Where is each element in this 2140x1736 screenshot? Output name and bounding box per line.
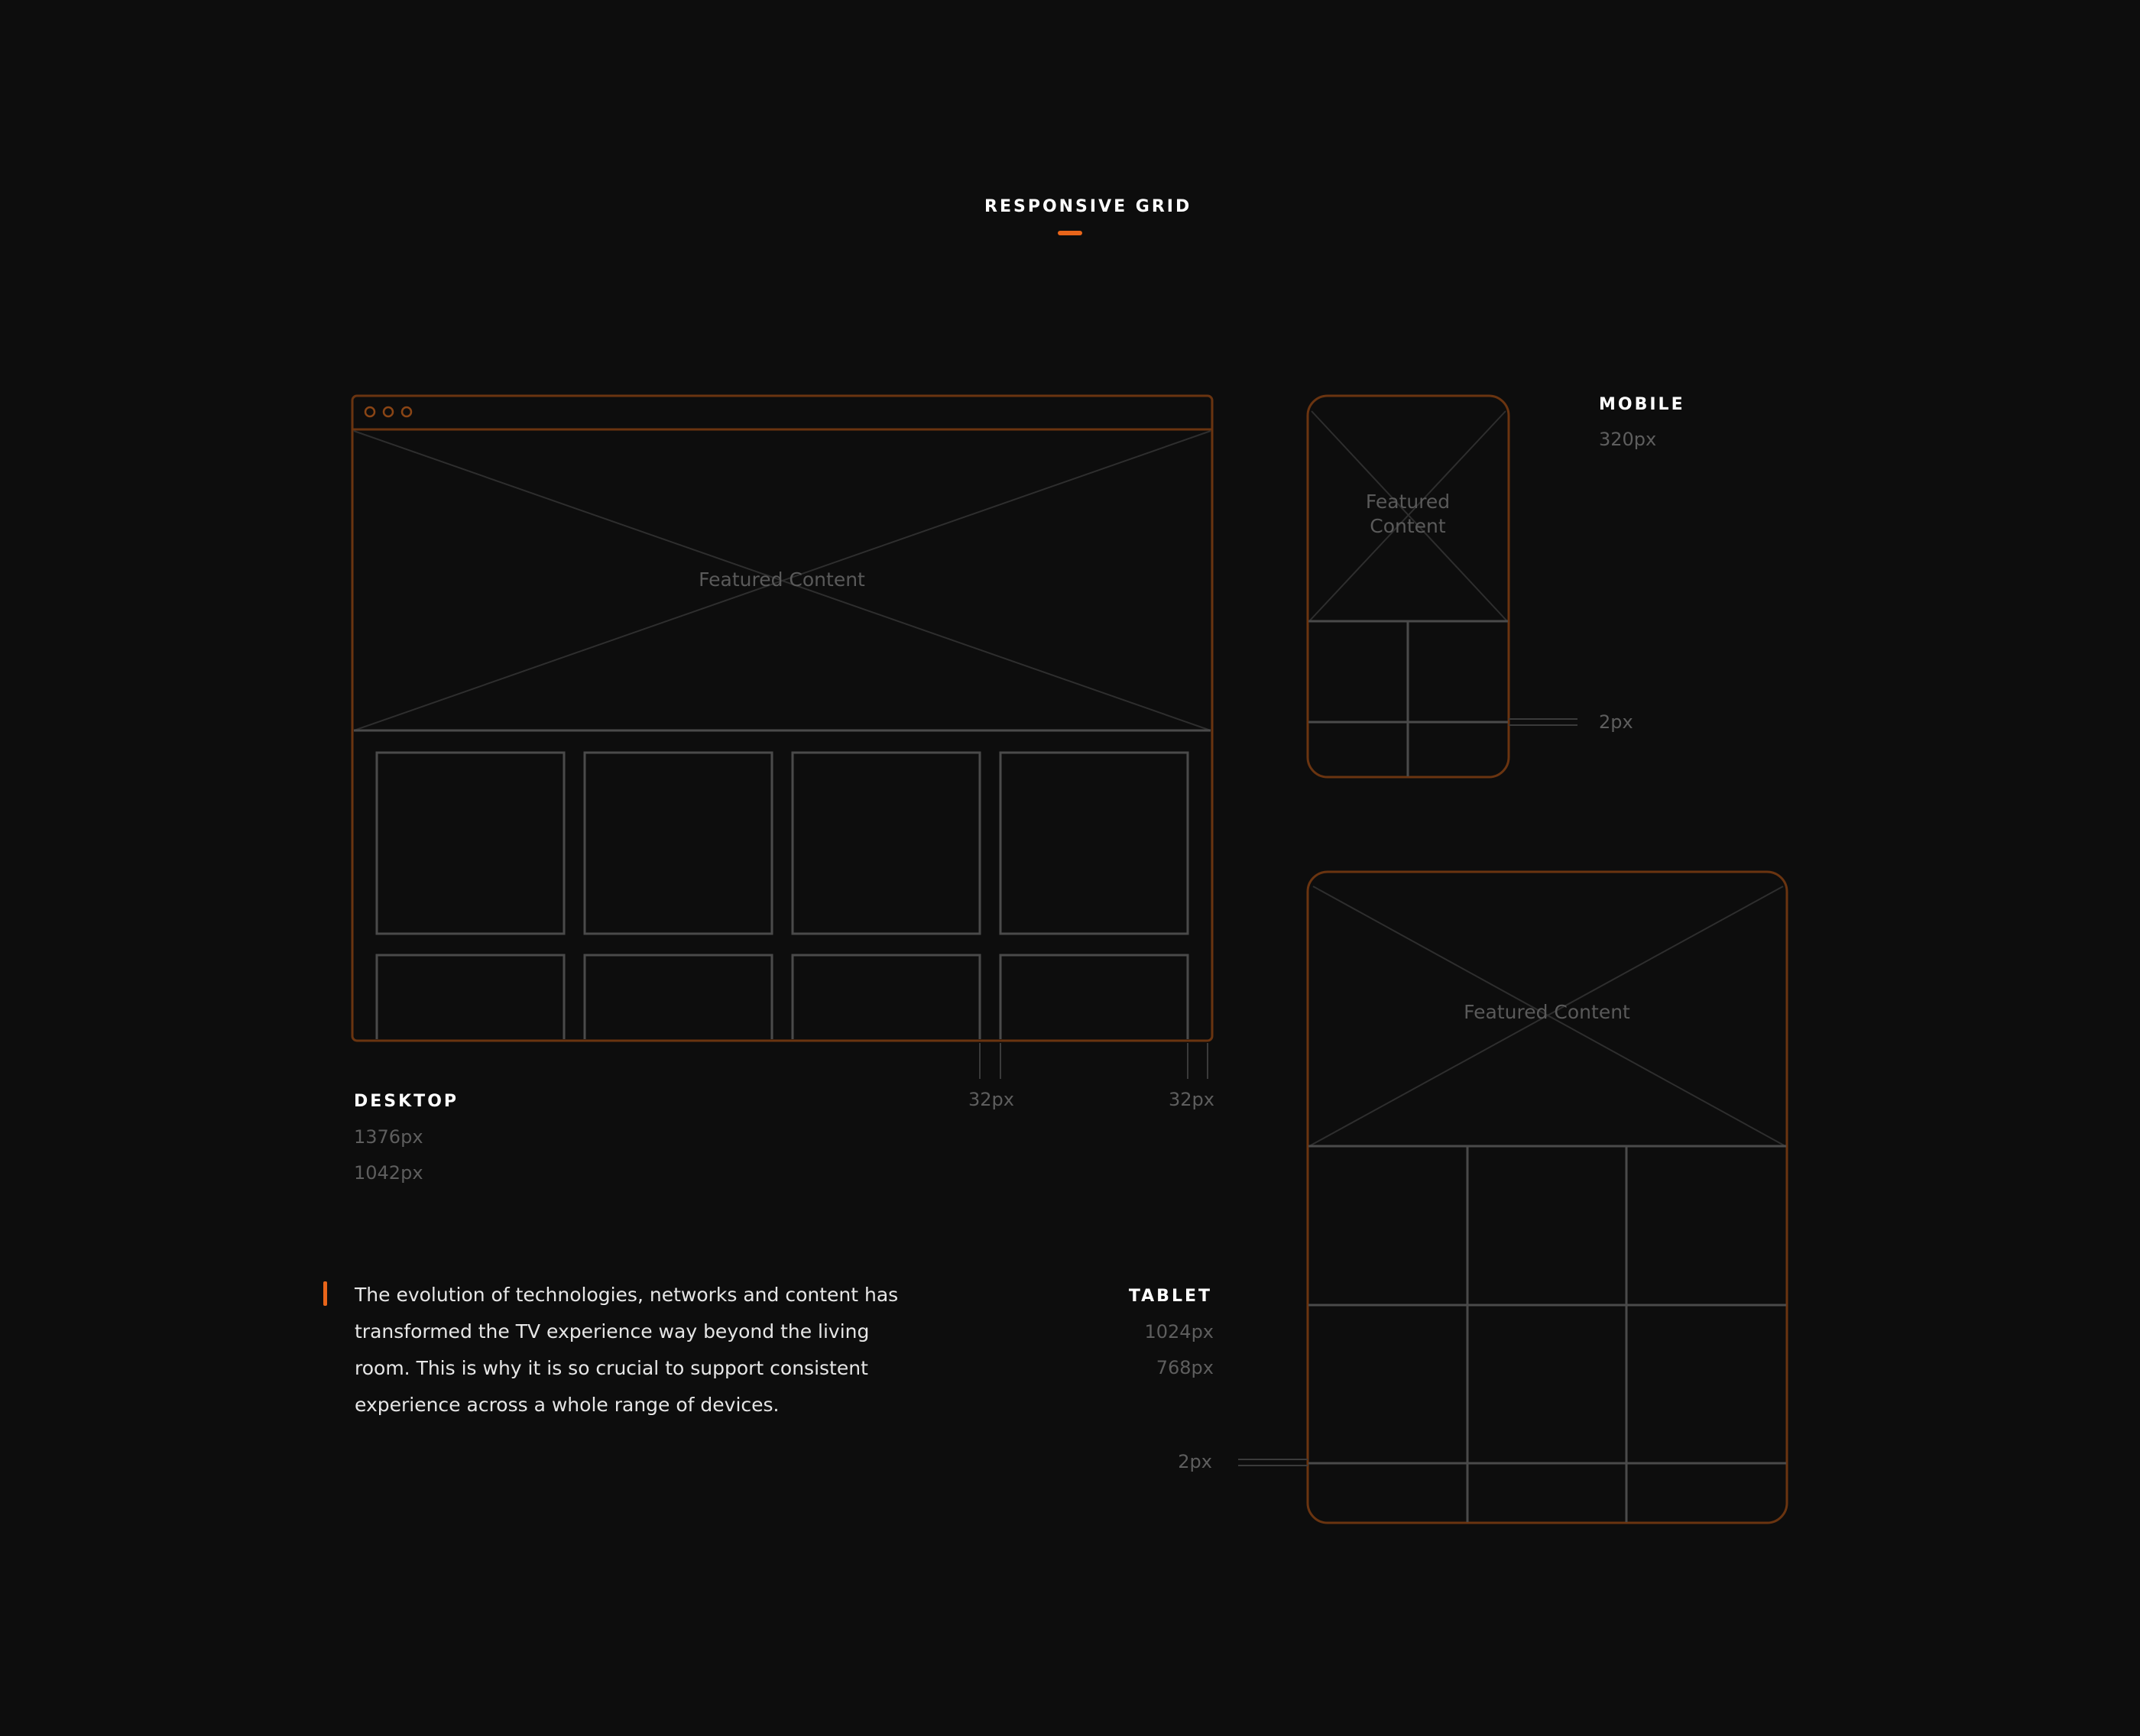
desktop-wireframe xyxy=(352,396,1212,1079)
desktop-tile xyxy=(585,955,772,1039)
tablet-label: TABLET xyxy=(1128,1287,1212,1306)
tablet-frame xyxy=(1308,872,1787,1523)
description-accent-bar xyxy=(323,1281,327,1306)
description-paragraph xyxy=(355,1277,935,1423)
description-line: The evolution of technologies, networks and content has xyxy=(355,1284,899,1306)
tablet-height: 768px xyxy=(1156,1357,1214,1378)
desktop-tile xyxy=(1000,753,1188,934)
description-line: room. This is why it is so crucial to support consistent xyxy=(355,1357,868,1379)
mobile-featured-line: Content xyxy=(1370,515,1446,537)
description-line: experience across a whole range of devices. xyxy=(355,1394,780,1416)
mobile-gap-label: 2px xyxy=(1599,711,1633,733)
tablet-featured-label: Featured Content xyxy=(1464,1001,1630,1023)
tablet-wireframe xyxy=(1238,872,1787,1523)
desktop-height: 1042px xyxy=(354,1162,423,1184)
description-line: transformed the TV experience way beyond the living xyxy=(355,1320,870,1342)
mobile-width: 320px xyxy=(1599,429,1657,450)
window-dot-icon xyxy=(365,407,374,416)
window-dot-icon xyxy=(384,407,393,416)
desktop-tile xyxy=(793,955,980,1039)
desktop-tile xyxy=(1000,955,1188,1039)
mobile-featured-label xyxy=(1331,490,1484,539)
desktop-label: DESKTOP xyxy=(354,1092,459,1111)
tablet-width: 1024px xyxy=(1144,1321,1214,1342)
window-dot-icon xyxy=(402,407,411,416)
mobile-featured-line: Featured xyxy=(1365,491,1451,513)
mobile-wireframe xyxy=(1308,396,1577,777)
desktop-tile xyxy=(377,753,564,934)
title-accent-dash xyxy=(1058,231,1082,235)
desktop-frame xyxy=(352,396,1212,1041)
mobile-label: MOBILE xyxy=(1599,395,1685,414)
desktop-tile xyxy=(793,753,980,934)
desktop-width: 1376px xyxy=(354,1126,423,1148)
desktop-tile xyxy=(377,955,564,1039)
desktop-featured-label: Featured Content xyxy=(699,568,865,591)
gutter-label: 32px xyxy=(968,1089,1014,1110)
desktop-tile xyxy=(585,753,772,934)
gutter-label: 32px xyxy=(1169,1089,1214,1110)
tablet-gap-label: 2px xyxy=(1178,1451,1212,1472)
page-title: RESPONSIVE GRID xyxy=(984,197,1192,216)
